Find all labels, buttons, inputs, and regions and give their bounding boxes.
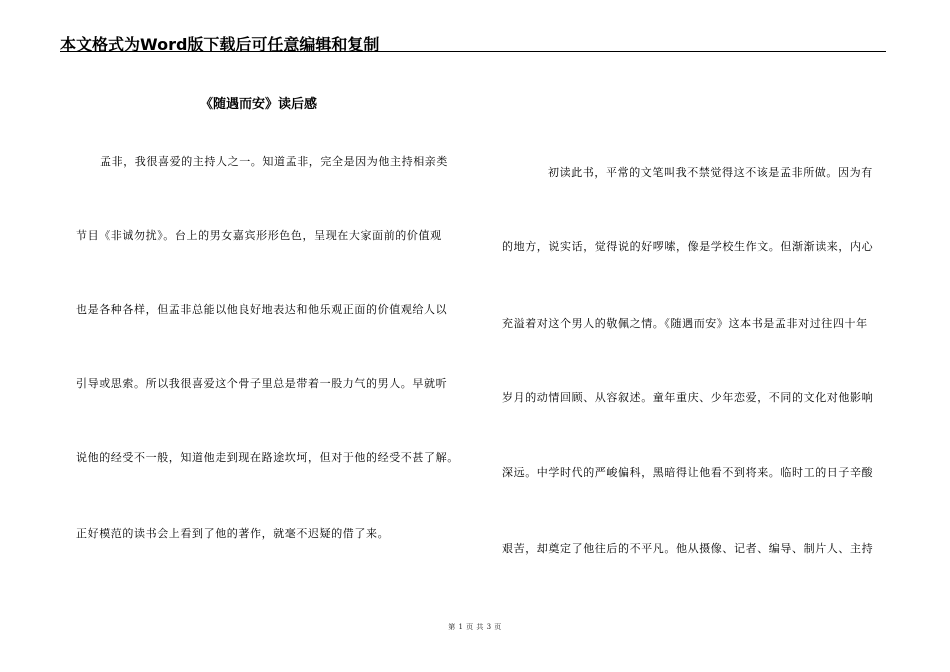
paragraph-line: 初读此书，平常的文笔叫我不禁觉得这不该是孟非所做。因为有 xyxy=(548,166,873,179)
header-divider xyxy=(60,51,886,52)
document-header-title: 本文格式为Word版下载后可任意编辑和复制 xyxy=(60,35,380,54)
paragraph-line: 的地方，说实话，觉得说的好啰嗦，像是学校生作文。但渐渐读来，内心 xyxy=(502,240,874,253)
paragraph-line: 充溢着对这个男人的敬佩之情。《随遇而安》这本书是孟非对过往四十年 xyxy=(502,317,868,330)
paragraph-line: 说他的经受不一般，知道他走到现在路途坎坷，但对于他的经受不甚了解。 xyxy=(76,451,459,464)
paragraph-line: 节目《非诚勿扰》。台上的男女嘉宾形形色色，呈现在大家面前的价值观 xyxy=(76,229,442,242)
document-title: 《随遇而安》读后感 xyxy=(200,97,318,112)
paragraph-line: 深远。中学时代的严峻偏科，黑暗得让他看不到将来。临时工的日子辛酸 xyxy=(502,466,874,479)
page-number-footer: 第 1 页 共 3 页 xyxy=(448,623,502,631)
paragraph-line: 引导或思索。所以我很喜爱这个骨子里总是带着一股力气的男人。早就听 xyxy=(76,377,448,390)
paragraph-line: 岁月的动情回顾、从容叙述。童年重庆、少年恋爱，不同的文化对他影响 xyxy=(502,391,874,404)
paragraph-line: 正好模范的读书会上看到了他的著作，就毫不迟疑的借了来。 xyxy=(76,527,390,540)
paragraph-line: 孟非，我很喜爱的主持人之一。知道孟非，完全是因为他主持相亲类 xyxy=(100,155,448,168)
paragraph-line: 艰苦，却奠定了他往后的不平凡。他从摄像、记者、编导、制片人、主持 xyxy=(502,542,874,555)
paragraph-line: 也是各种各样，但孟非总能以他良好地表达和他乐观正面的价值观给人以 xyxy=(76,303,448,316)
